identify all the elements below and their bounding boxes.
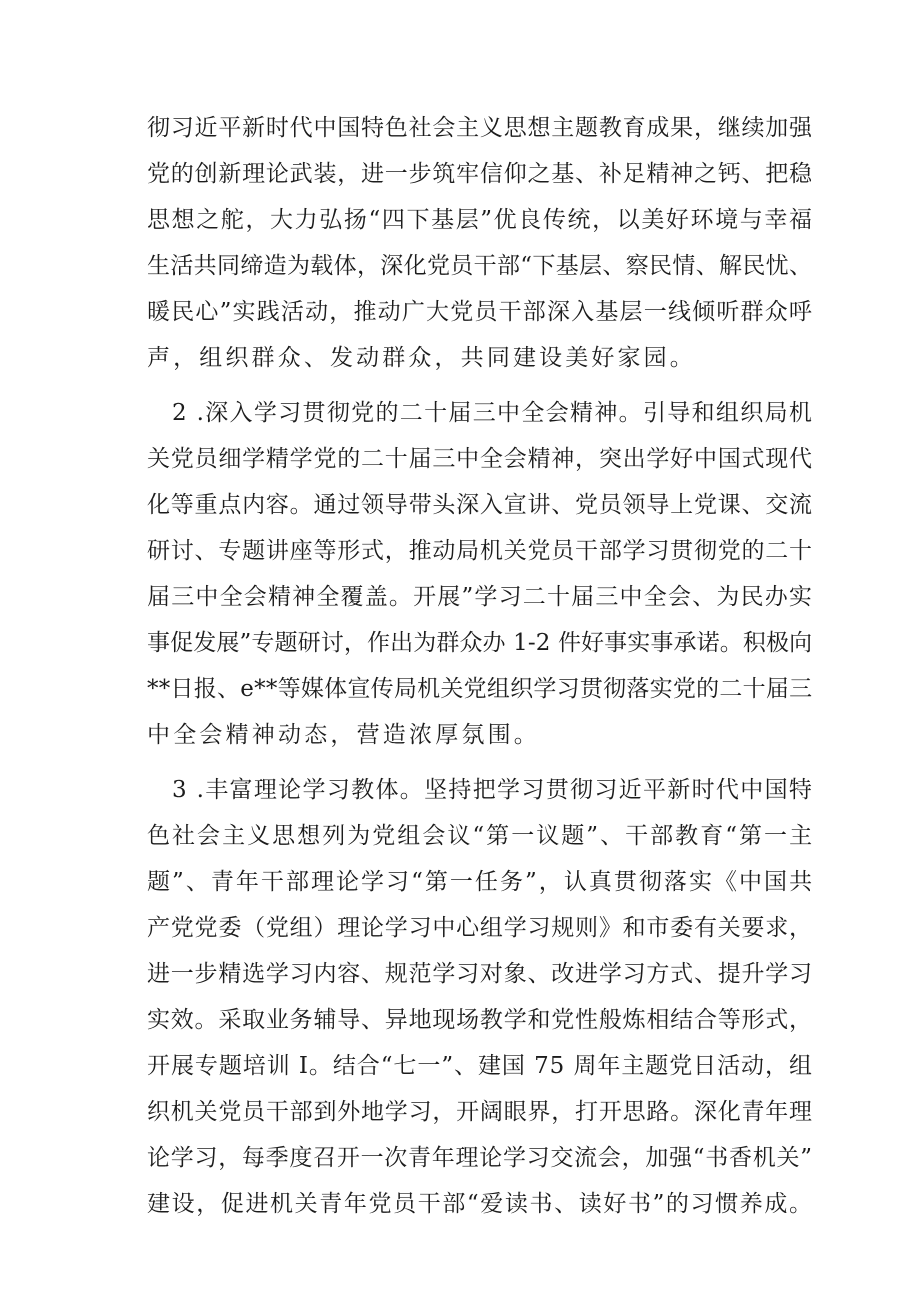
text-line: 研讨、专题讲座等形式，推动局机关党员干部学习贯彻党的二十 <box>147 538 813 564</box>
text-line: 中全会精神动态，营造浓厚氛围。 <box>147 722 540 748</box>
text-line: 进一步精选学习内容、规范学习对象、改进学习方式、提升学习 <box>147 961 813 987</box>
text-line: **日报、e**等媒体宣传局机关党组织学习贯彻落实党的二十届三 <box>147 676 813 702</box>
text-line: 开展专题培训 I。结合“七一”、建国 75 周年主题党日活动，组 <box>147 1053 813 1079</box>
text-line: 党的创新理论武装，进一步筑牢信仰之基、补足精神之钙、把稳 <box>147 161 813 187</box>
text-line: 关党员细学精学党的二十届三中全会精神，突出学好中国式现代 <box>147 446 813 472</box>
text-line: 论学习，每季度召开一次青年理论学习交流会，加强“书香机关” <box>147 1145 813 1171</box>
text-line: 2 .深入学习贯彻党的二十届三中全会精神。引导和组织局机 <box>172 400 814 426</box>
text-line: 生活共同缔造为载体，深化党员干部“下基层、察民情、解民忧、 <box>147 253 813 279</box>
text-line: 产党党委（党组）理论学习中心组学习规则》和市委有关要求， <box>147 915 813 941</box>
text-line: 声，组织群众、发动群众，共同建设美好家园。 <box>147 345 696 371</box>
text-line: 实效。采取业务辅导、异地现场教学和党性般炼相结合等形式， <box>147 1007 813 1033</box>
text-line: 色社会主义思想列为党组会议“第一议题”、干部教育“第一主 <box>147 823 815 849</box>
text-line: 化等重点内容。通过领导带头深入宣讲、党员领导上党课、交流 <box>147 492 813 518</box>
text-line: 暖民心”实践活动，推动广大党员干部深入基层一线倾听群众呼 <box>147 299 814 325</box>
text-line: 建设，促进机关青年党员干部“爱读书、读好书”的习惯养成。 <box>147 1191 814 1217</box>
text-line: 届三中全会精神全覆盖。开展”学习二十届三中全会、为民办实 <box>147 584 814 610</box>
text-line: 题”、青年干部理论学习“第一任务”，认真贯彻落实《中国共 <box>147 869 815 895</box>
text-line: 事促发展”专题研讨，作出为群众办 1-2 件好事实事承诺。积极向 <box>147 630 813 656</box>
text-line: 3 .丰富理论学习教体。坚持把学习贯彻习近平新时代中国特 <box>172 777 814 803</box>
text-line: 彻习近平新时代中国特色社会主义思想主题教育成果，继续加强 <box>147 115 813 141</box>
text-line: 思想之舵，大力弘扬“四下基层”优良传统，以美好环境与幸福 <box>147 207 814 233</box>
text-line: 织机关党员干部到外地学习，开阔眼界，打开思路。深化青年理 <box>147 1099 813 1125</box>
